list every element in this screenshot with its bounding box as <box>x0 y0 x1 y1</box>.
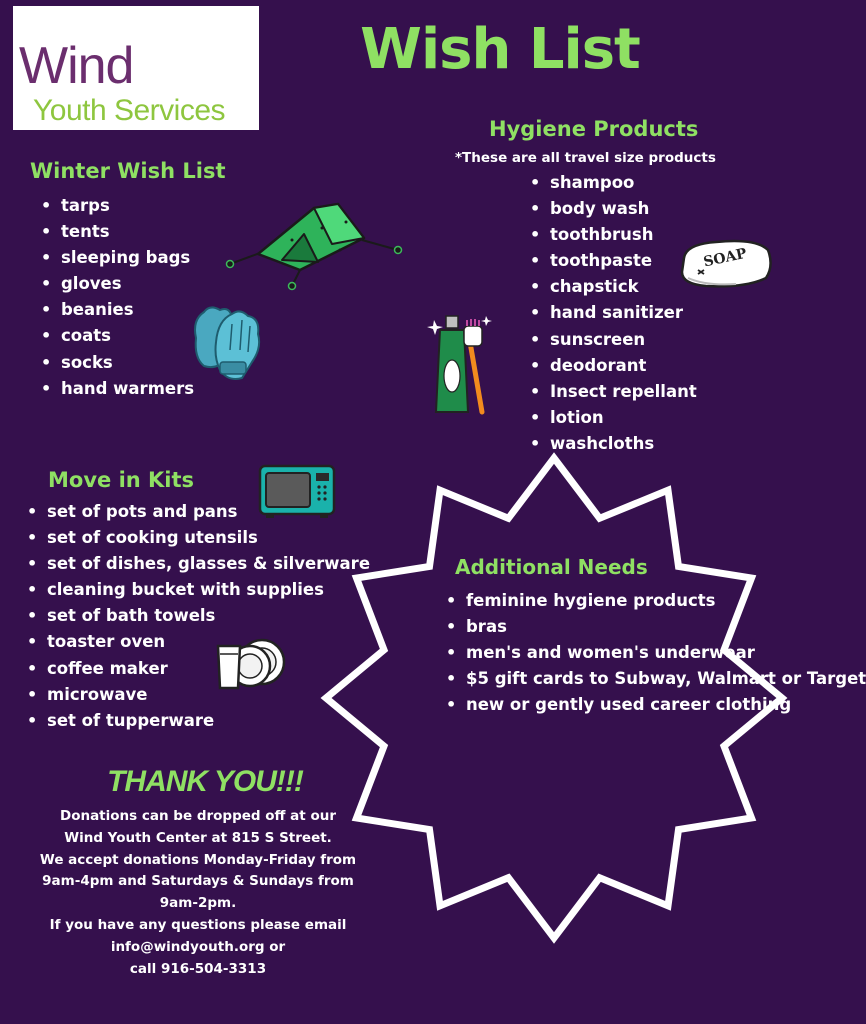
list-item: • set of pots and pans <box>27 499 370 525</box>
list-item: • toothpaste <box>530 248 697 274</box>
list-item: • washcloths <box>530 431 697 457</box>
list-item: • sunscreen <box>530 327 697 353</box>
list-item: • tents <box>41 219 194 245</box>
thank-you-heading: THANK YOU!!! <box>107 765 303 798</box>
info-line: If you have any questions please email <box>49 916 347 933</box>
logo <box>13 6 259 130</box>
info-line: info@windyouth.org or <box>110 938 286 955</box>
list-item: • toaster oven <box>27 629 370 655</box>
list-item: • chapstick <box>530 274 697 300</box>
donation-info <box>28 806 368 980</box>
info-line: We accept donations Monday-Friday from <box>39 851 357 868</box>
info-line: Wind Youth Center at 815 S Street. <box>64 829 332 846</box>
page-title: Wish List <box>360 17 640 82</box>
logo-wordmark: Wind <box>19 37 134 95</box>
list-item: • hand sanitizer <box>530 300 697 326</box>
list-item: • cleaning bucket with supplies <box>27 577 370 603</box>
info-line: call 916-504-3313 <box>129 960 267 977</box>
info-line: 9am-2pm. <box>159 895 237 912</box>
list-item: • body wash <box>530 196 697 222</box>
list-item: • $5 gift cards to Subway, Walmart or Target <box>446 666 706 692</box>
list-item: • microwave <box>27 682 370 708</box>
list-item: • men's and women's underwear <box>446 640 706 666</box>
list-item: • sleeping bags <box>41 245 194 271</box>
list-item: • gloves <box>41 271 194 297</box>
hygiene-list <box>530 170 697 457</box>
list-item: • bras <box>446 614 706 640</box>
list-item: • set of cooking utensils <box>27 525 370 551</box>
list-item: • hand warmers <box>41 376 194 402</box>
list-item: • coats <box>41 323 194 349</box>
toothpaste-icon <box>426 312 498 418</box>
list-item: • set of dishes, glasses & silverware <box>27 551 370 577</box>
hygiene-note: *These are all travel size products <box>455 150 716 166</box>
list-item: • new or gently used career clothing <box>446 692 706 718</box>
tent-icon <box>222 200 408 292</box>
list-item: • beanies <box>41 297 194 323</box>
list-item: • tarps <box>41 193 194 219</box>
list-item: • lotion <box>530 405 697 431</box>
hygiene-heading: Hygiene Products <box>489 117 699 141</box>
soap-icon <box>676 236 776 292</box>
list-item: • toothbrush <box>530 222 697 248</box>
additional-list <box>446 588 866 718</box>
list-item: • feminine hygiene products <box>446 588 706 614</box>
list-item: • shampoo <box>530 170 697 196</box>
list-item: • Insect repellant <box>530 379 697 405</box>
list-item: • set of bath towels <box>27 603 370 629</box>
move-in-heading: Move in Kits <box>48 468 195 492</box>
list-item: • coffee maker <box>27 656 370 682</box>
soap-label: SOAP <box>702 245 749 271</box>
info-line: 9am-4pm and Saturdays & Sundays from <box>42 873 354 890</box>
logo-subtitle: Youth Services <box>33 94 226 127</box>
list-item: • deodorant <box>530 353 697 379</box>
gloves-icon <box>186 300 268 382</box>
additional-heading: Additional Needs <box>455 555 648 579</box>
winter-heading: Winter Wish List <box>30 159 226 183</box>
dishes-icon <box>214 632 288 692</box>
winter-list <box>41 193 194 402</box>
list-item: • set of tupperware <box>27 708 370 734</box>
list-item: • socks <box>41 350 194 376</box>
info-line: Donations can be dropped off at our <box>59 808 336 824</box>
